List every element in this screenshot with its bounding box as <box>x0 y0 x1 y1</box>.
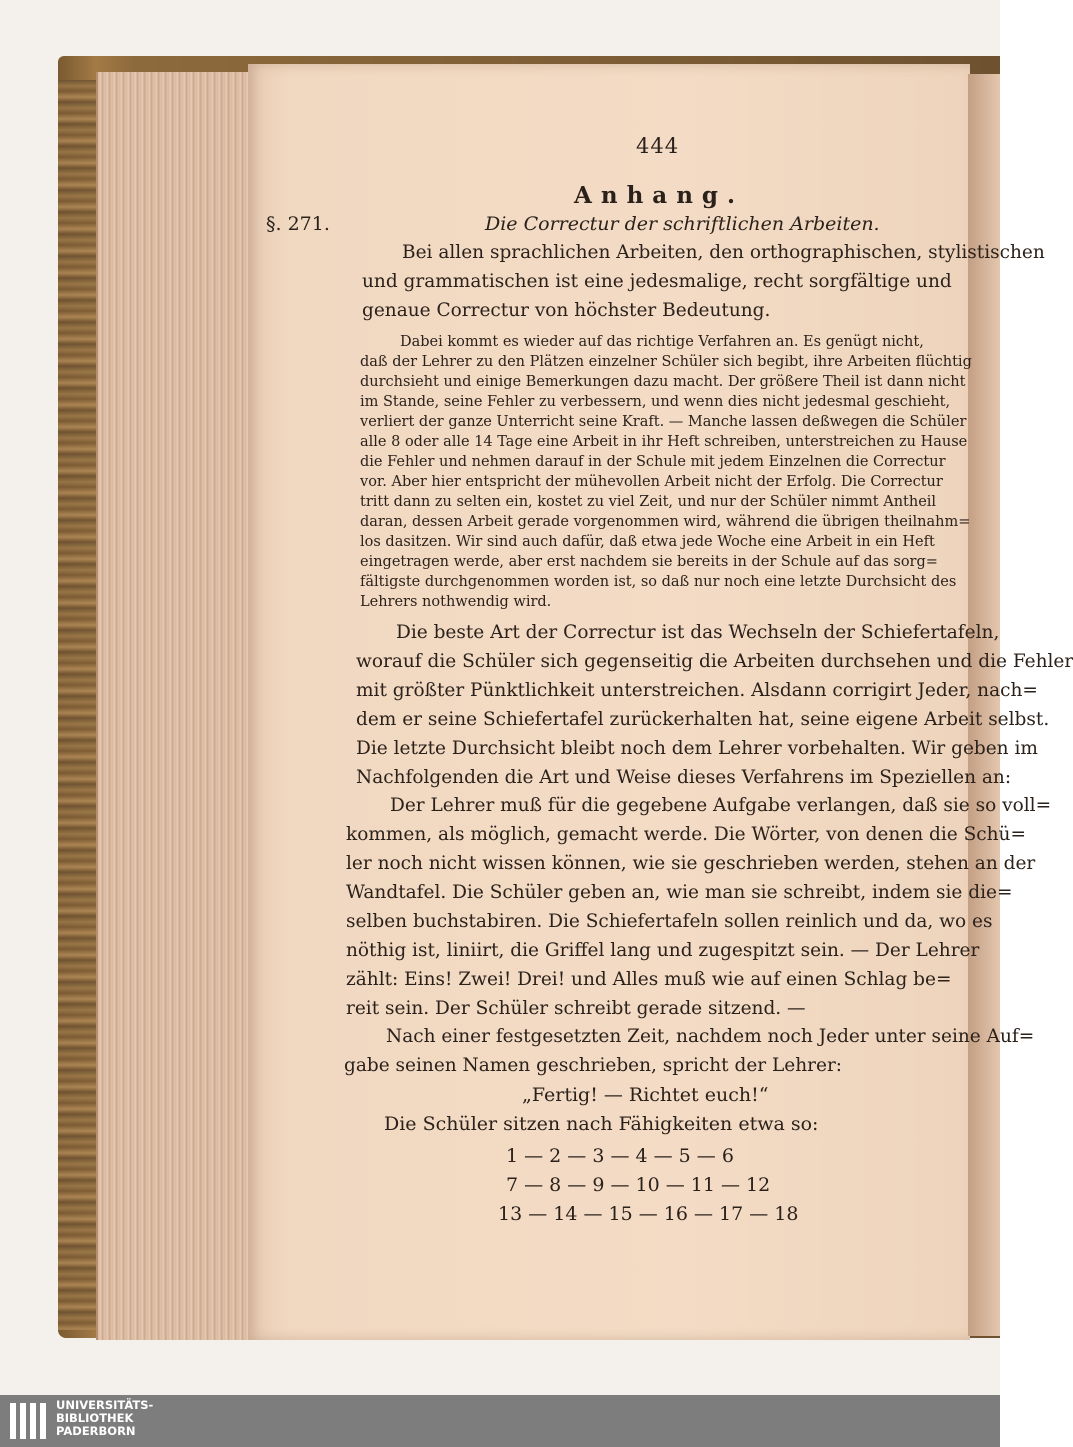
library-name-line: UNIVERSITÄTS- <box>56 1398 154 1412</box>
text-line: Bei allen sprachlichen Arbeiten, den orthographischen, stylistischen <box>402 242 1045 263</box>
seating-intro: Die Schüler sitzen nach Fähigkeiten etwa so: <box>384 1113 819 1135</box>
library-name <box>56 1399 153 1438</box>
text-line: alle 8 oder alle 14 Tage eine Arbeit in ihr Heft schreiben, unterstreichen zu Hause <box>360 434 968 450</box>
seating-row: 7 — 8 — 9 — 10 — 11 — 12 <box>506 1174 771 1196</box>
text-line: verliert der ganze Unterricht seine Kraft. — Manche lassen deßwegen die Schüler <box>360 414 967 430</box>
text-line: worauf die Schüler sich gegenseitig die Arbeiten durchsehen und die Fehler <box>356 651 1073 672</box>
text-line: und grammatischen ist eine jedesmalige, recht sorgfältige und <box>362 271 952 292</box>
text-line: Der Lehrer muß für die gegebene Aufgabe verlangen, daß sie so voll= <box>390 795 1052 816</box>
text-line: selben buchstabiren. Die Schiefertafeln sollen reinlich und da, wo es <box>346 911 993 932</box>
text-line: kommen, als möglich, gemacht werde. Die Wörter, von denen die Schü= <box>346 824 1026 845</box>
text-line: im Stande, seine Fehler zu verbessern, und wenn dies nicht jedesmal geschieht, <box>360 394 951 410</box>
text-line: ler noch nicht wissen können, wie sie geschrieben werden, stehen an der <box>346 853 1036 874</box>
text-line: Nach einer festgesetzten Zeit, nachdem noch Jeder unter seine Auf= <box>386 1026 1035 1047</box>
text-line: eingetragen werde, aber erst nachdem sie bereits in der Schule auf das sorg= <box>360 554 938 570</box>
text-line: Dabei kommt es wieder auf das richtige Verfahren an. Es genügt nicht, <box>400 334 924 350</box>
library-name-line: BIBLIOTHEK <box>56 1411 134 1425</box>
text-line: durchsieht und einige Bemerkungen dazu macht. Der größere Theil ist dann nicht <box>360 374 966 390</box>
page-number: 444 <box>636 134 680 158</box>
university-logo-icon <box>8 1400 48 1442</box>
text-line: Die letzte Durchsicht bleibt noch dem Lehrer vorbehalten. Wir geben im <box>356 738 1038 759</box>
quote-line: „Fertig! — Richtet euch!“ <box>522 1084 769 1106</box>
text-line: die Fehler und nehmen darauf in der Schule mit jedem Einzelnen die Correctur <box>360 454 946 470</box>
seating-row: 1 — 2 — 3 — 4 — 5 — 6 <box>506 1145 734 1167</box>
text-line: gabe seinen Namen geschrieben, spricht der Lehrer: <box>344 1055 843 1076</box>
paragraph-2 <box>360 332 972 612</box>
seating-row: 13 — 14 — 15 — 16 — 17 — 18 <box>498 1203 799 1225</box>
page-edges <box>96 72 254 1340</box>
page-heading: Anhang. <box>574 182 745 209</box>
text-line: daß der Lehrer zu den Plätzen einzelner Schüler sich begibt, ihre Arbeiten flüchtig <box>360 354 972 370</box>
text-line: nöthig ist, liniirt, die Griffel lang und zugespitzt sein. — Der Lehrer <box>346 940 980 961</box>
text-line: tritt dann zu selten ein, kostet zu viel Zeit, und nur der Schüler nimmt Antheil <box>360 494 937 510</box>
text-line: daran, dessen Arbeit gerade vorgenommen wird, während die übrigen theilnahm= <box>360 514 971 530</box>
text-line: dem er seine Schiefertafel zurückerhalten hat, seine eigene Arbeit selbst. <box>356 709 1050 730</box>
text-line: reit sein. Der Schüler schreibt gerade sitzend. — <box>346 998 806 1019</box>
paragraph-4 <box>346 791 1051 1023</box>
paragraph-5 <box>344 1022 1034 1080</box>
book-spine <box>58 80 98 1330</box>
text-line: vor. Aber hier entspricht der mühevollen Arbeit nicht der Erfolg. Die Correctur <box>360 474 943 490</box>
text-line: genaue Correctur von höchster Bedeutung. <box>362 300 771 321</box>
section-title: Die Correctur der schriftlichen Arbeiten. <box>485 213 880 235</box>
text-line: Die beste Art der Correctur ist das Wechseln der Schiefertafeln, <box>396 622 1000 643</box>
paragraph-1 <box>362 238 1045 325</box>
text-line: mit größter Pünktlichkeit unterstreichen. Alsdann corrigirt Jeder, nach= <box>356 680 1038 701</box>
paragraph-3 <box>356 618 1073 792</box>
library-name-line: PADERBORN <box>56 1424 136 1438</box>
text-line: Wandtafel. Die Schüler geben an, wie man sie schreibt, indem sie die= <box>346 882 1013 903</box>
text-line: Lehrers nothwendig wird. <box>360 594 552 610</box>
text-line: fältigste durchgenommen worden ist, so daß nur noch eine letzte Durchsicht des <box>360 574 957 590</box>
text-line: los dasitzen. Wir sind auch dafür, daß etwa jede Woche eine Arbeit in ein Heft <box>360 534 935 550</box>
section-number: §. 271. <box>266 213 330 235</box>
text-line: zählt: Eins! Zwei! Drei! und Alles muß wie auf einen Schlag be= <box>346 969 952 990</box>
text-line: Nachfolgenden die Art und Weise dieses Verfahrens im Speziellen an: <box>356 767 1012 788</box>
